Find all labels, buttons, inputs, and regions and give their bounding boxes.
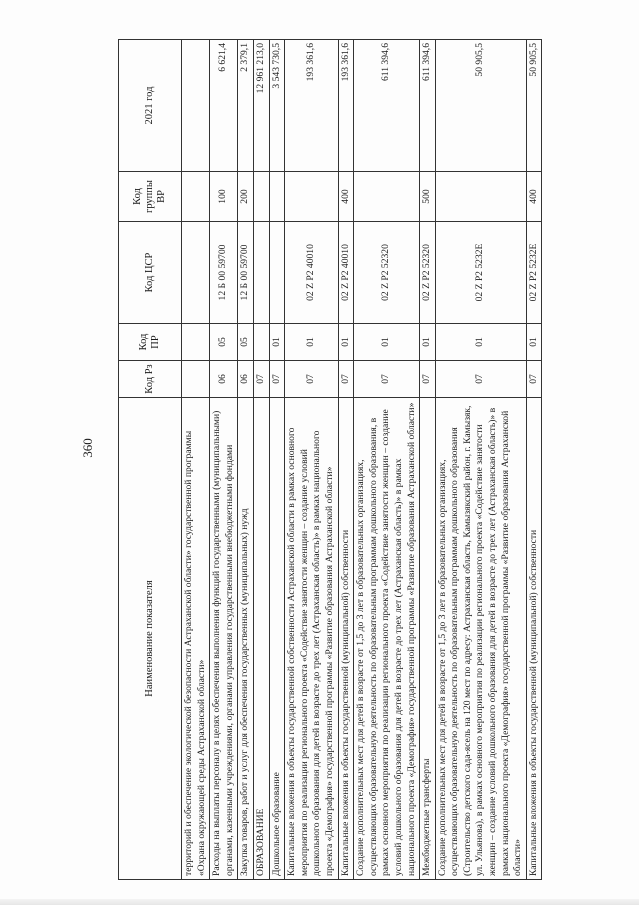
cell-amount: 50 905,5	[435, 40, 526, 172]
budget-table	[118, 39, 542, 880]
cell-amount	[182, 40, 210, 172]
header-name: Наименование показателя	[119, 398, 182, 880]
cell-rz: 07	[354, 361, 420, 398]
cell-pr: 01	[420, 324, 436, 361]
cell-vr: 100	[210, 172, 238, 222]
cell-vr	[435, 172, 526, 222]
cell-name: Межбюджетные трансферты	[420, 398, 436, 880]
cell-amount: 611 394,6	[420, 40, 436, 172]
cell-vr	[354, 172, 420, 222]
table-row	[253, 40, 269, 880]
header-rz: Код Рз	[119, 361, 182, 398]
cell-csr	[182, 222, 210, 324]
cell-csr: 12 Б 00 59700	[210, 222, 238, 324]
cell-vr: 500	[420, 172, 436, 222]
cell-name: Капитальные вложения в объекты государственной (муниципальной) собственности	[526, 398, 542, 880]
header-csr: Код ЦСР	[119, 222, 182, 324]
cell-vr	[285, 172, 338, 222]
cell-pr	[253, 324, 269, 361]
cell-rz: 07	[435, 361, 526, 398]
cell-rz: 07	[269, 361, 285, 398]
header-pr: Код ПР	[119, 324, 182, 361]
cell-csr: 12 Б 00 59700	[238, 222, 254, 324]
cell-csr: 02 Z P2 40010	[338, 222, 354, 324]
cell-rz: 07	[285, 361, 338, 398]
table-row	[238, 40, 254, 880]
cell-amount: 3 543 730,5	[269, 40, 285, 172]
cell-amount: 611 394,6	[354, 40, 420, 172]
cell-vr	[182, 172, 210, 222]
cell-amount: 6 621,4	[210, 40, 238, 172]
cell-amount: 50 905,5	[526, 40, 542, 172]
cell-name: Дошкольное образование	[269, 398, 285, 880]
header-vr: Код группы ВР	[119, 172, 182, 222]
cell-csr: 02 Z P2 40010	[285, 222, 338, 324]
cell-vr: 200	[238, 172, 254, 222]
table-row	[420, 40, 436, 880]
table-row	[285, 40, 338, 880]
table-header-row	[119, 40, 182, 880]
cell-amount: 193 361,6	[285, 40, 338, 172]
cell-name: территорий и обеспечение экологической безопасности Астраханской области» государственной программы «Охрана окружающей среды Астраханской области»	[182, 398, 210, 880]
cell-rz: 06	[238, 361, 254, 398]
table-row	[269, 40, 285, 880]
cell-vr: 400	[338, 172, 354, 222]
cell-rz: 07	[253, 361, 269, 398]
cell-csr: 02 Z P2 5232E	[435, 222, 526, 324]
header-amount: 2021 год	[119, 40, 182, 172]
cell-name: Капитальные вложения в объекты государственной (муниципальной) собственности	[338, 398, 354, 880]
cell-csr: 02 Z P2 52320	[420, 222, 436, 324]
cell-pr: 01	[338, 324, 354, 361]
cell-pr	[182, 324, 210, 361]
page-number: 360	[80, 438, 95, 458]
scan-bottom-edge	[0, 899, 639, 905]
table-row	[182, 40, 210, 880]
cell-rz: 07	[338, 361, 354, 398]
cell-vr	[253, 172, 269, 222]
cell-amount: 12 961 213,0	[253, 40, 269, 172]
cell-pr: 01	[354, 324, 420, 361]
table-row	[354, 40, 420, 880]
cell-csr	[269, 222, 285, 324]
cell-name: Создание дополнительных мест для детей в возрасте от 1,5 до 3 лет в образовательных организациях, осуществляющих образовательную деятельность по образовательным программам дошкольного образования (Строительство детского сада-ясель на 120 мест по адресу: Астраханская область, Камызякский район, г. Камызяк, ул. Ульянова), в рамках основного мероприятия по реализации регионального проекта «Содействие занятости женщин – создание условий дошкольного образования для детей в возрасте до трех лет (Астраханская область)» в рамках национального проекта «Демография» государственной программы «Развитие образования Астраханской области»	[435, 398, 526, 880]
cell-name: ОБРАЗОВАНИЕ	[253, 398, 269, 880]
cell-rz: 07	[420, 361, 436, 398]
cell-rz: 07	[526, 361, 542, 398]
cell-name: Расходы на выплаты персоналу в целях обеспечения выполнения функций государственными (муниципальными) органами, казенными учреждениями, органами управления государственными внебюджетными фондами	[210, 398, 238, 880]
cell-pr: 01	[526, 324, 542, 361]
table-row	[526, 40, 542, 880]
table-row	[435, 40, 526, 880]
cell-vr	[269, 172, 285, 222]
cell-csr: 02 Z P2 5232E	[526, 222, 542, 324]
cell-pr: 01	[285, 324, 338, 361]
cell-pr: 01	[435, 324, 526, 361]
cell-name: Капитальные вложения в объекты государственной собственности Астраханской области в рамках основного мероприятия по реализации регионального проекта «Содействие занятости женщин – создание условий дошкольного образования для детей в возрасте до трех лет (Астраханская область)» в рамках национального проекта «Демография» государственной программы «Развитие образования Астраханской области»	[285, 398, 338, 880]
cell-rz	[182, 361, 210, 398]
table-row	[210, 40, 238, 880]
cell-csr	[253, 222, 269, 324]
cell-amount: 2 379,1	[238, 40, 254, 172]
cell-amount: 193 361,6	[338, 40, 354, 172]
cell-vr: 400	[526, 172, 542, 222]
cell-pr: 05	[238, 324, 254, 361]
cell-csr: 02 Z P2 52320	[354, 222, 420, 324]
cell-pr: 05	[210, 324, 238, 361]
cell-name: Закупка товаров, работ и услуг для обеспечения государственных (муниципальных) нужд	[238, 398, 254, 880]
cell-pr: 01	[269, 324, 285, 361]
cell-rz: 06	[210, 361, 238, 398]
cell-name: Создание дополнительных мест для детей в возрасте от 1,5 до 3 лет в образовательных организациях, осуществляющих образовательную деятельность по образовательным программам дошкольного образования, в рамках основного мероприятия по реализации регионального проекта «Содействие занятости женщин – создание условий дошкольного образования для детей в возрасте до трех лет (Астраханская область)» в рамках национального проекта «Демография» государственной программы «Развитие образования Астраханской области»	[354, 398, 420, 880]
table-row	[338, 40, 354, 880]
rotated-table-wrapper	[118, 40, 539, 880]
